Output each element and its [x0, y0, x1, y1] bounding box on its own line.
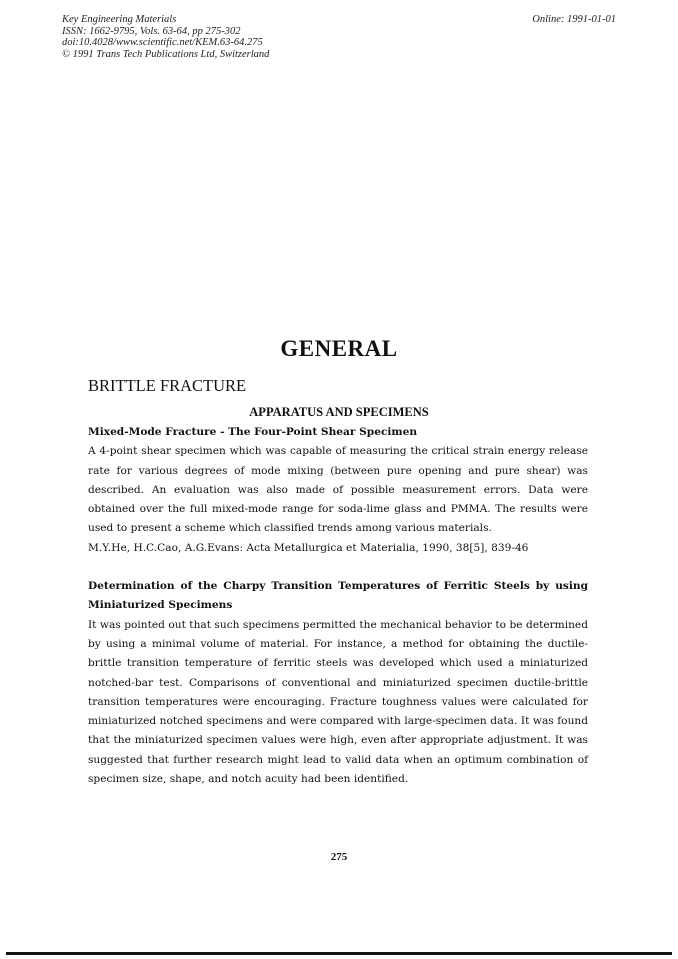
article-body [88, 423, 588, 789]
doi-link[interactable]: doi:10.4028/www.scientific.net/KEM.63-64.275 [62, 37, 263, 48]
subsection-title: BRITTLE FRACTURE [88, 376, 247, 395]
copyright-line: © 1991 Trans Tech Publications Ltd, Switzerland [62, 48, 270, 60]
paragraph-gap [88, 558, 588, 577]
article-abstract: A 4-point shear specimen which was capable of measuring the critical strain energy release rate for various degrees of mode mixing (between pure opening and pure shear) was described. An evaluation was also made of possible measurement errors. Data were obtained over the full mixed-mode range for soda-lime glass and PMMA. The results were used to present a scheme which classified trends among various materials. [88, 445, 588, 535]
article-title: Determination of the Charpy Transition Temperatures of Ferritic Steels by using Miniaturized Specimens [88, 580, 588, 612]
article-abstract: It was pointed out that such specimens permitted the mechanical behavior to be determined by using a minimal volume of material. For instance, a method for obtaining the ductile-brittle transition temperature of ferritic steels was developed which used a miniaturized notched-bar test. Comparisons of conventional and miniaturized specimen ductile-brittle transition temperatures were encouraging. Fracture toughness values were calculated for miniaturized notched specimens and were compared with large-specimen data. It was found that the miniaturized specimen values were high, even after appropriate adjustment. It was suggested that further research might lead to valid data when an optimum combination of specimen size, shape, and notch acuity had been identified. [88, 618, 588, 786]
article-citation: M.Y.He, H.C.Cao, A.G.Evans: Acta Metallurgica et Materialia, 1990, 38[5], 839-46 [88, 541, 529, 554]
journal-name: Key Engineering Materials [62, 14, 177, 25]
article-title: Mixed-Mode Fracture - The Four-Point Shear Specimen [88, 426, 418, 438]
issn-line: ISSN: 1662-9795, Vols. 63-64, pp 275-302 [62, 25, 241, 37]
footer-rule [6, 952, 672, 955]
section-title: GENERAL [280, 336, 398, 361]
page-number: 275 [330, 851, 348, 863]
category-heading: APPARATUS AND SPECIMENS [249, 405, 429, 419]
online-date: Online: 1991-01-01 [532, 14, 616, 25]
publication-metadata [62, 14, 269, 60]
